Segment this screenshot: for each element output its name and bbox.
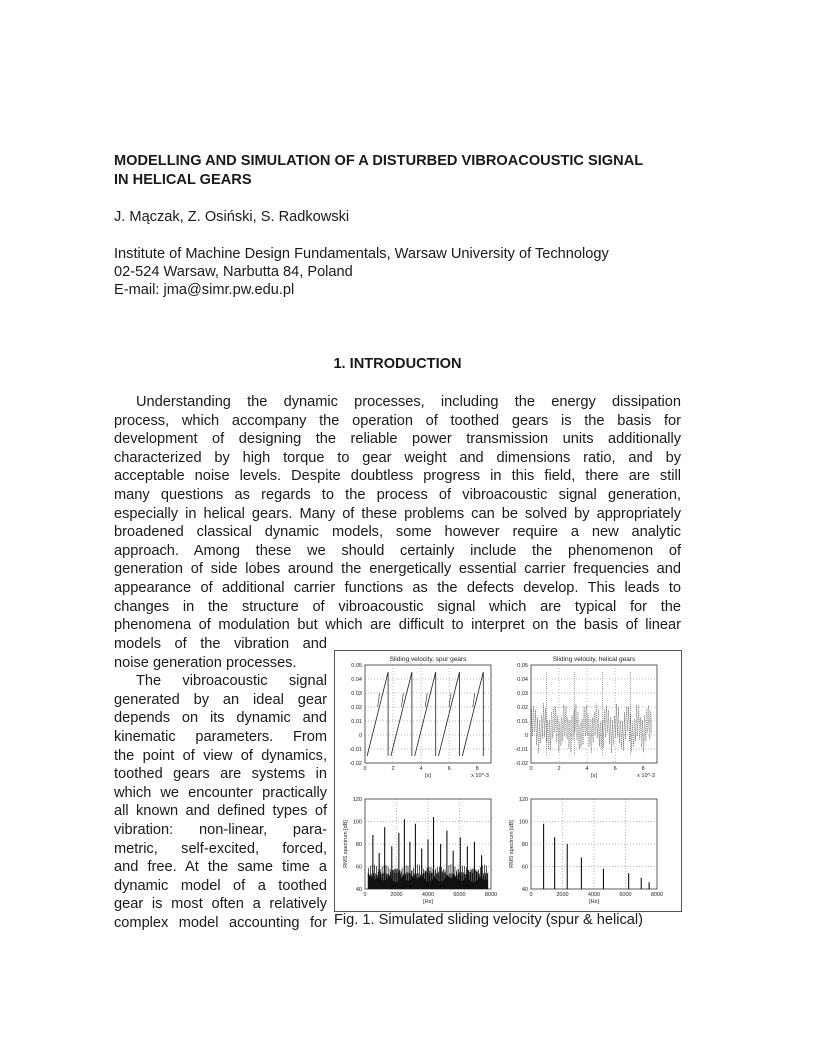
spike [425,693,427,707]
x-tick-label: 6000 [619,892,632,898]
title-line: IN HELICAL GEARS [114,172,252,188]
y-tick-label: 60 [521,864,528,871]
text-line: generation of side lobes around the energetically essential carrier frequencies and [114,561,681,578]
x-tick-label: 6 [613,766,617,772]
y-tick-label: 0.01 [351,719,362,725]
x-tick-label: 4 [585,766,589,772]
spike [401,693,403,707]
affiliation-email[interactable]: E-mail: jma@simr.pw.edu.pl [114,282,295,298]
x-axis-label: [s] [425,773,431,779]
text-line: characterized by high torque to gear weight and dimensions ratio, and by [114,449,681,466]
text-line: especially in helical gears. Many of these problems can be solved by appropriately [114,505,681,522]
y-axis-label: RMS spectrum [dB] [509,820,515,868]
text-line: generated by an ideal gear [114,691,327,708]
text-line: many questions as regards to the process of vibroacoustic signal generation, [114,486,681,503]
text-line: metric, self-excited, forced, [114,840,327,857]
y-tick-label: 0.04 [351,677,362,683]
text-line: all known and defined types of [114,803,327,820]
text-line: process, which accompany the operation of toothed gears is the basis for [114,412,681,429]
sawtooth-tooth [367,672,388,756]
x-tick-label: 0 [529,892,533,898]
text-line: complex model accounting for [114,914,327,931]
text-line: toothed gears are systems in [114,766,327,783]
plot-title: Sliding velocity, spur gears [389,656,467,663]
affiliation [114,245,609,299]
y-tick-label: 60 [355,864,362,871]
text-line: kinematic parameters. From [114,728,327,745]
y-tick-label: 40 [355,887,362,893]
y-tick-label: 0.01 [517,719,528,725]
x-tick-label: 2 [557,766,561,772]
paper-title [114,152,704,190]
y-tick-label: 120 [518,797,528,803]
x-tick-label: 0 [363,766,367,772]
y-tick-label: 80 [521,842,528,848]
x-tick-label: 8000 [484,892,498,898]
x-tick-label: 0 [363,892,367,898]
x-multiplier-label: x 10^-3 [471,773,489,779]
authors: J. Mączak, Z. Osiński, S. Radkowski [114,209,350,225]
sawtooth-tooth [462,672,483,756]
text-line: The vibroacoustic signal [136,673,327,690]
y-tick-label: 120 [352,797,362,803]
y-tick-label: -0.02 [349,761,362,767]
x-tick-label: 8 [641,766,645,772]
affiliation-line: Institute of Machine Design Fundamentals, Warsaw University of Technology [114,246,609,262]
text-line: dynamic model of a toothed [114,877,327,894]
text-line: appearance of additional carrier functions as the defects develop. This leads to [114,579,681,596]
text-line: models of the vibration and [114,636,327,652]
text-line: noise generation processes. [114,654,297,671]
text-line: depends on its dynamic and [114,710,327,727]
y-tick-label: 0 [524,733,528,739]
x-tick-label: 2000 [390,892,403,898]
y-tick-label: 0.05 [351,663,362,669]
x-tick-label: 4000 [421,892,435,898]
y-tick-label: 40 [521,887,528,893]
section-heading: 1. INTRODUCTION [333,356,462,372]
text-line: the point of view of dynamics, [114,747,327,764]
x-tick-label: 6000 [453,892,466,898]
title-line: MODELLING AND SIMULATION OF A DISTURBED VIBROACOUSTIC SIGNAL [114,153,644,169]
text-line: which we encounter practically [114,784,327,801]
y-axis-label: RMS spectrum [dB] [343,820,349,868]
x-multiplier-label: x 10^-3 [637,773,655,779]
x-tick-label: 4000 [587,892,601,898]
text-line: approach. Among these we should certainly include the phenomenon of [114,542,681,559]
text-line: development of designing the reliable power transmission units additionally [114,431,681,448]
y-tick-label: 80 [355,842,362,848]
plot-title: Sliding velocity, helical gears [552,656,636,663]
plot-frame [365,665,491,763]
y-tick-label: -0.02 [515,761,528,767]
column-paragraph [114,635,327,933]
text-line: acceptable noise levels. Despite doubtless progress in this field, there are still [114,468,681,485]
x-axis-label: [s] [591,773,597,779]
sawtooth-tooth [391,672,412,756]
y-tick-label: -0.01 [349,747,362,753]
text-line: vibration: non-linear, para- [114,821,327,838]
text-line: phenomena of modulation but which are difficult to interpret on the basis of linear [114,617,681,634]
sawtooth-tooth [415,672,436,756]
y-tick-label: 0.03 [351,691,362,697]
text-line: and free. At the same time a [114,859,327,876]
x-tick-label: 8000 [650,892,664,898]
affiliation-line: 02-524 Warsaw, Narbutta 84, Poland [114,264,353,280]
x-tick-label: 6 [447,766,451,772]
helical-signal [531,703,651,753]
y-tick-label: 0.04 [517,677,528,683]
y-tick-label: 0.03 [517,691,528,697]
y-tick-label: -0.01 [515,747,528,753]
y-tick-label: 0.02 [351,705,362,711]
y-tick-label: 100 [352,819,362,826]
text-line: Understanding the dynamic processes, including the energy dissipation [136,394,681,410]
x-tick-label: 4 [419,766,423,772]
y-tick-label: 0 [358,733,362,739]
y-tick-label: 100 [518,819,528,826]
x-axis-label: [Hz] [589,899,599,905]
x-axis-label: [Hz] [423,899,433,905]
figure-1-plots [335,651,681,911]
x-tick-label: 8 [475,766,479,772]
text-line: changes in the structure of vibroacoustic signal which are typical for the [114,598,681,615]
spike [473,693,475,707]
text-line: gear is most often a relatively [114,896,327,913]
spike [378,693,380,707]
figure-1 [334,650,682,912]
y-tick-label: 0.02 [517,705,528,711]
text-line: broadened classical dynamic models, some however require a new analytic [114,524,681,541]
intro-paragraph [114,393,681,635]
y-tick-label: 0.05 [517,663,528,669]
x-tick-label: 2 [391,766,395,772]
x-tick-label: 0 [529,766,533,772]
figure-caption: Fig. 1. Simulated sliding velocity (spur & helical) [334,912,644,928]
x-tick-label: 2000 [556,892,569,898]
